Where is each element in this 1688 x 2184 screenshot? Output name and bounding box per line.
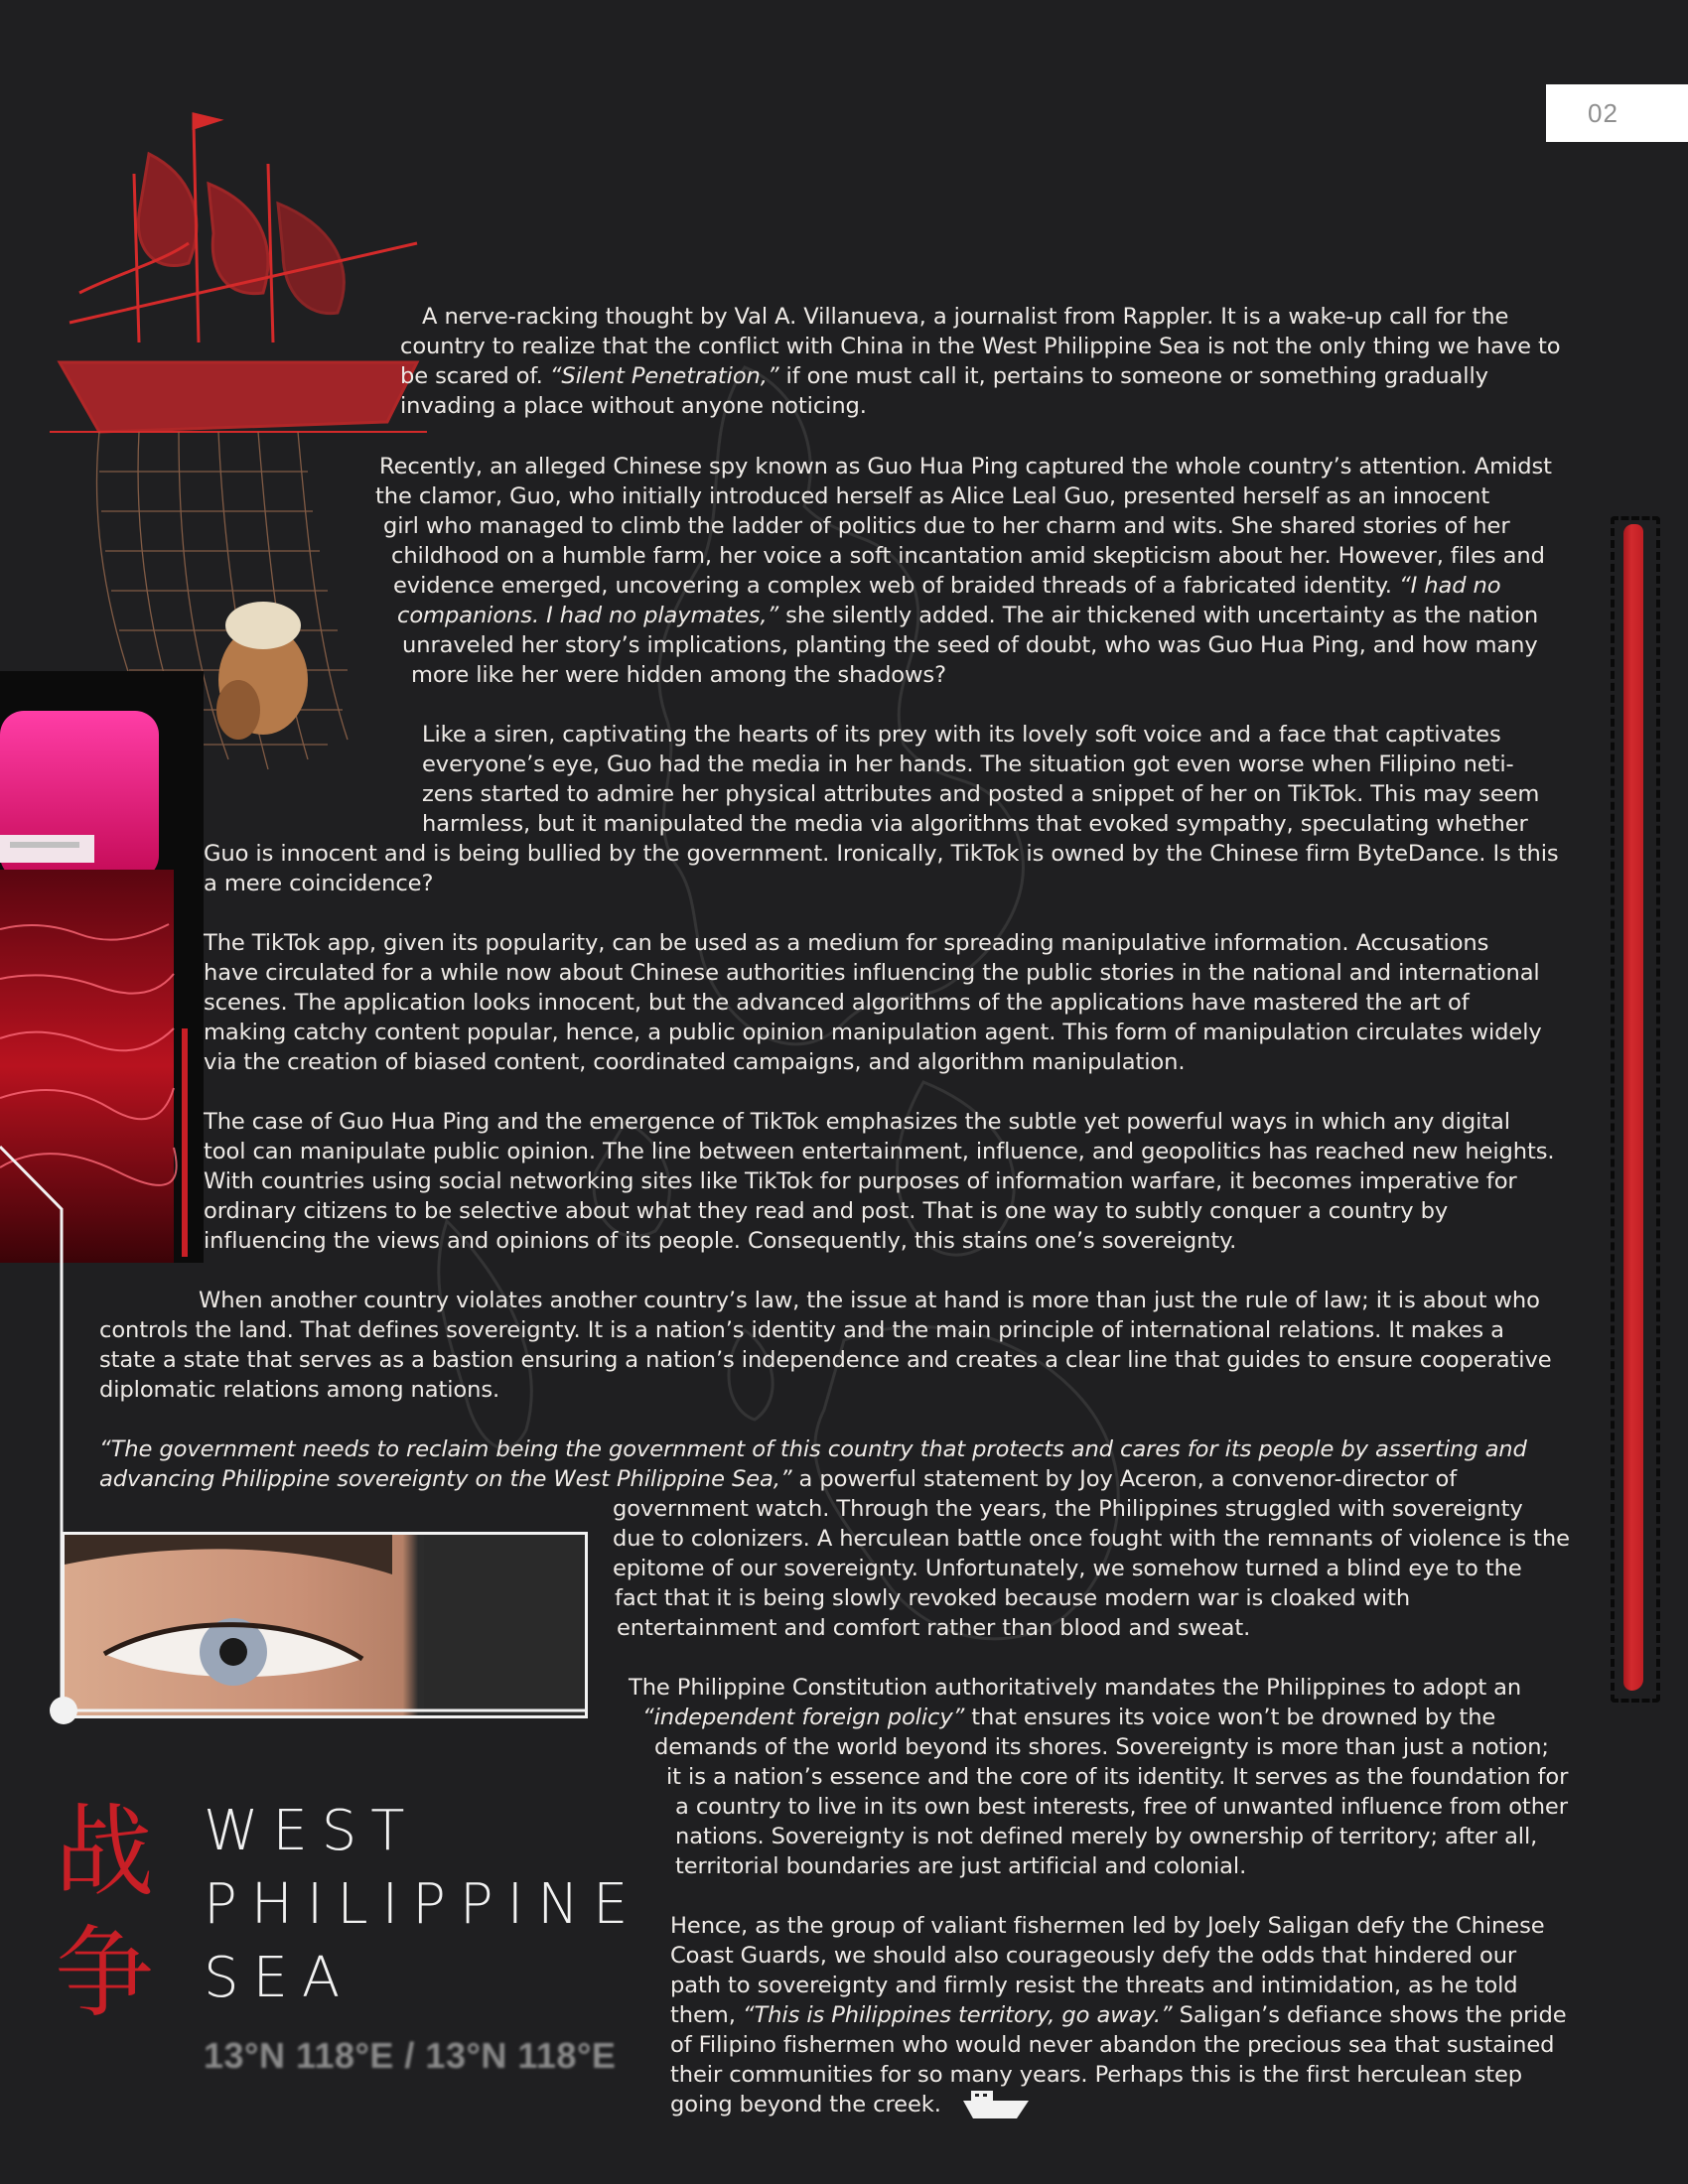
title-line-west: WEST: [204, 1799, 419, 1863]
title-line-philippine: PHILIPPINE: [204, 1872, 642, 1937]
red-vertical-bar: [1623, 524, 1643, 1691]
paragraph-4: The TikTok app, given its popularity, can be used as a medium for spreading manipulative information. Accusations have circulated for a while now about Chinese authorities influencing the public stories in the national and international scenes. The application looks innocent, but the advanced algorithms of the applications have mastered the art of making catchy content popular, hence, a public opinion manipulation agent. This form of manipulation circulates widely via the creation of biased content, coordinated campaigns, and algorithm manipulation.: [204, 930, 1542, 1075]
paragraph-7: “The government needs to reclaim being the government of this country that protects and cares for its people by asserting and advancing Philippine sovereignty on the West Philippine Sea,” a powerful statement by Joy Aceron, a convenor-director of government watch. Through the years, the Philippines struggled with sovereignty due to colonizers. A herculean battle once fought with the remnants of violence is the epitome of our sovereignty. Unfortunately, we somehow turned a blind eye to the fact that it is being slowly revoked because modern war is cloaked with entertainment and comfort rather than blood and sweat.: [99, 1436, 1570, 1641]
paragraph-9: Hence, as the group of valiant fishermen led by Joely Saligan defy the Chinese Coast Guards, we should also courageously defy the odds that hindered our path to sovereignty and firmly resist the threats and intimidation, as he told them, “This is Philippines territory, go away.” Saligan’s defiance shows the pride of Filipino fishermen who would never abandon the precious sea that sustained their communities for so many years. Perhaps this is the first herculean step going beyond the creek.: [670, 1913, 1567, 2117]
boat-icon: [961, 2087, 1031, 2122]
section-title: [204, 1795, 641, 2015]
red-sea-photo: [0, 671, 204, 1263]
paragraph-1: A nerve-racking thought by Val A. Villanueva, a journalist from Rappler. It is a wake-up call for the country to realize that the conflict with China in the West Philippine Sea is not the only thing we have to be scared of. “Silent Penetration,” if one must call it, pertains to someone or something gradually invading a place without anyone noticing.: [400, 304, 1561, 419]
quote-line-1: “The government needs to reclaim being the government of this country that protects and cares for its people by asserting and: [99, 1436, 1527, 1462]
page-number: 02: [1546, 84, 1688, 142]
paragraph-6: When another country violates another country’s law, the issue at hand is more than just the rule of law; it is about who controls the land. That defines sovereignty. It is a nation’s identity and the main principle of international relations. It makes a state a state that serves as a bastion ensuring a nation’s independence and creates a clear line that guides to ensure cooperative diplomatic relations among nations.: [99, 1288, 1552, 1403]
coordinates: 13°N 118°E / 13°N 118°E: [204, 2035, 617, 2076]
paragraph-2: Recently, an alleged Chinese spy known as Guo Hua Ping captured the whole country’s attention. Amidst the clamor, Guo, who initially introduced herself as Alice Leal Guo, presented herself as an innocent girl who managed to climb the ladder of politics due to her charm and wits. She shared stories of her childhood on a humble farm, her voice a soft incantation amid skepticism about her. However, files and evidence emerged, uncovering a complex web of braided threads of a fabricated identity. “I had no companions. I had no playmates,” she silently added. The air thickened with uncertainty as the nation unraveled her story’s implications, planting the seed of doubt, who was Guo Hua Ping, and how many more like her were hidden among the shadows?: [375, 454, 1552, 688]
paragraph-5: The case of Guo Hua Ping and the emergence of TikTok emphasizes the subtle yet powerful ways in which any digital tool can manipulate public opinion. The line between entertainment, influence, and geopolitics has reached new heights. With countries using social networking sites like TikTok for purposes of information warfare, it becomes imperative for ordinary citizens to be selective about what they read and post. That is one way to subtly conquer a country by influencing the views and opinions of its people. Consequently, this stains one’s sovereignty.: [204, 1109, 1555, 1254]
chinese-title: 战争: [55, 1794, 154, 2031]
title-line-sea: SEA: [204, 1946, 354, 2010]
paragraph-8: The Philippine Constitution authoritatively mandates the Philippines to adopt an “independent foreign policy” that ensures its voice won’t be drowned by the demands of the world beyond its shores. Sovereignty is more than just a notion; it is a nation’s essence and the core of its identity. It serves as the foundation for a country to live in its own best interests, free of unwanted influence from other nations. Sovereignty is not defined merely by ownership of territory; after all, territorial boundaries are just artificial and colonial.: [629, 1675, 1569, 1879]
paragraph-3: Like a siren, captivating the hearts of its prey with its lovely soft voice and a face that captivates everyone’s eye, Guo had the media in her hands. The situation got even worse when Filipino neti- zens started to admire her physical attributes and posted a snippet of her on TikTok. This may seem harmless, but it manipulated the media via algorithms that evoked sympathy, speculating whether Guo is innocent and is being bullied by the government. Ironically, TikTok is owned by the Chinese firm ByteDance. Is this a mere coincidence?: [204, 722, 1559, 896]
